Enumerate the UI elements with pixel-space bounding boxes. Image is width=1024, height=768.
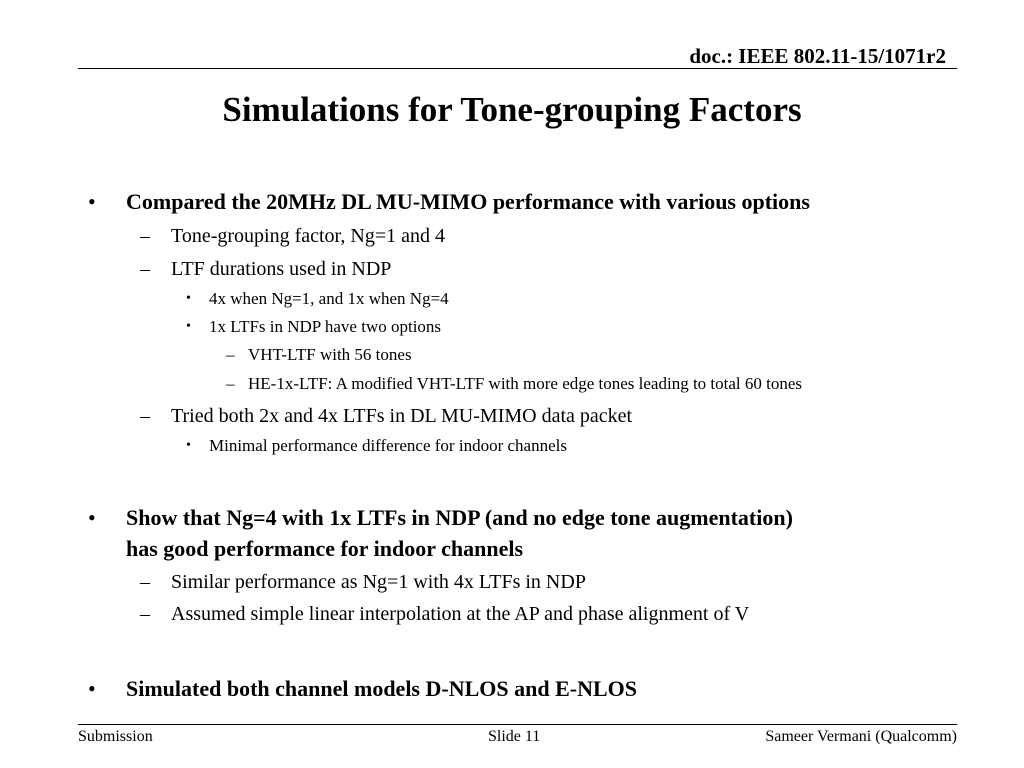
dash-marker: – <box>226 374 235 393</box>
sub-bullet-similar-performance: Similar performance as Ng=1 with 4x LTFs in NDP <box>171 571 586 593</box>
bullet-2-text-line-2: has good performance for indoor channels <box>126 536 524 561</box>
sub-sub-bullet: 1x LTFs in NDP have two options <box>209 317 442 336</box>
bullet-marker: • <box>186 291 191 306</box>
footer-slide-number: Slide 11 <box>488 728 541 745</box>
dash-marker: – <box>140 405 150 427</box>
sub-bullet-tone-grouping: Tone-grouping factor, Ng=1 and 4 <box>171 225 446 247</box>
sub-bullet-interpolation: Assumed simple linear interpolation at the AP and phase alignment of V <box>171 603 750 625</box>
bullet-marker: • <box>186 438 191 453</box>
footer-divider <box>78 724 957 725</box>
footer-author: Sameer Vermani (Qualcomm) <box>765 728 957 745</box>
bullet-3-text: Simulated both channel models D-NLOS and E-NLOS <box>126 676 637 701</box>
footer-submission: Submission <box>78 728 153 745</box>
option-item: VHT-LTF with 56 tones <box>248 345 412 364</box>
sub-bullet-tried-ltfs: Tried both 2x and 4x LTFs in DL MU-MIMO data packet <box>171 405 633 427</box>
bullet-2-text-line-1: Show that Ng=4 with 1x LTFs in NDP (and no edge tone augmentation) <box>126 505 793 530</box>
dash-marker: – <box>140 225 150 247</box>
sub-bullet-ltf-durations: LTF durations used in NDP <box>171 258 392 280</box>
dash-marker: – <box>140 258 150 280</box>
dash-marker: – <box>140 603 150 625</box>
bullet-marker: • <box>88 189 96 214</box>
sub-sub-bullet: 4x when Ng=1, and 1x when Ng=4 <box>209 289 449 308</box>
header-divider <box>78 68 957 69</box>
dash-marker: – <box>226 345 235 364</box>
document-id: doc.: IEEE 802.11-15/1071r2 <box>689 44 946 68</box>
dash-marker: – <box>140 571 150 593</box>
option-item: HE-1x-LTF: A modified VHT-LTF with more edge tones leading to total 60 tones <box>248 374 803 393</box>
slide-title: Simulations for Tone-grouping Factors <box>222 90 802 129</box>
sub-sub-bullet: Minimal performance difference for indoor channels <box>209 436 567 455</box>
bullet-1-text: Compared the 20MHz DL MU-MIMO performance with various options <box>126 189 810 214</box>
bullet-marker: • <box>88 676 96 701</box>
bullet-marker: • <box>186 319 191 334</box>
bullet-marker: • <box>88 505 96 530</box>
